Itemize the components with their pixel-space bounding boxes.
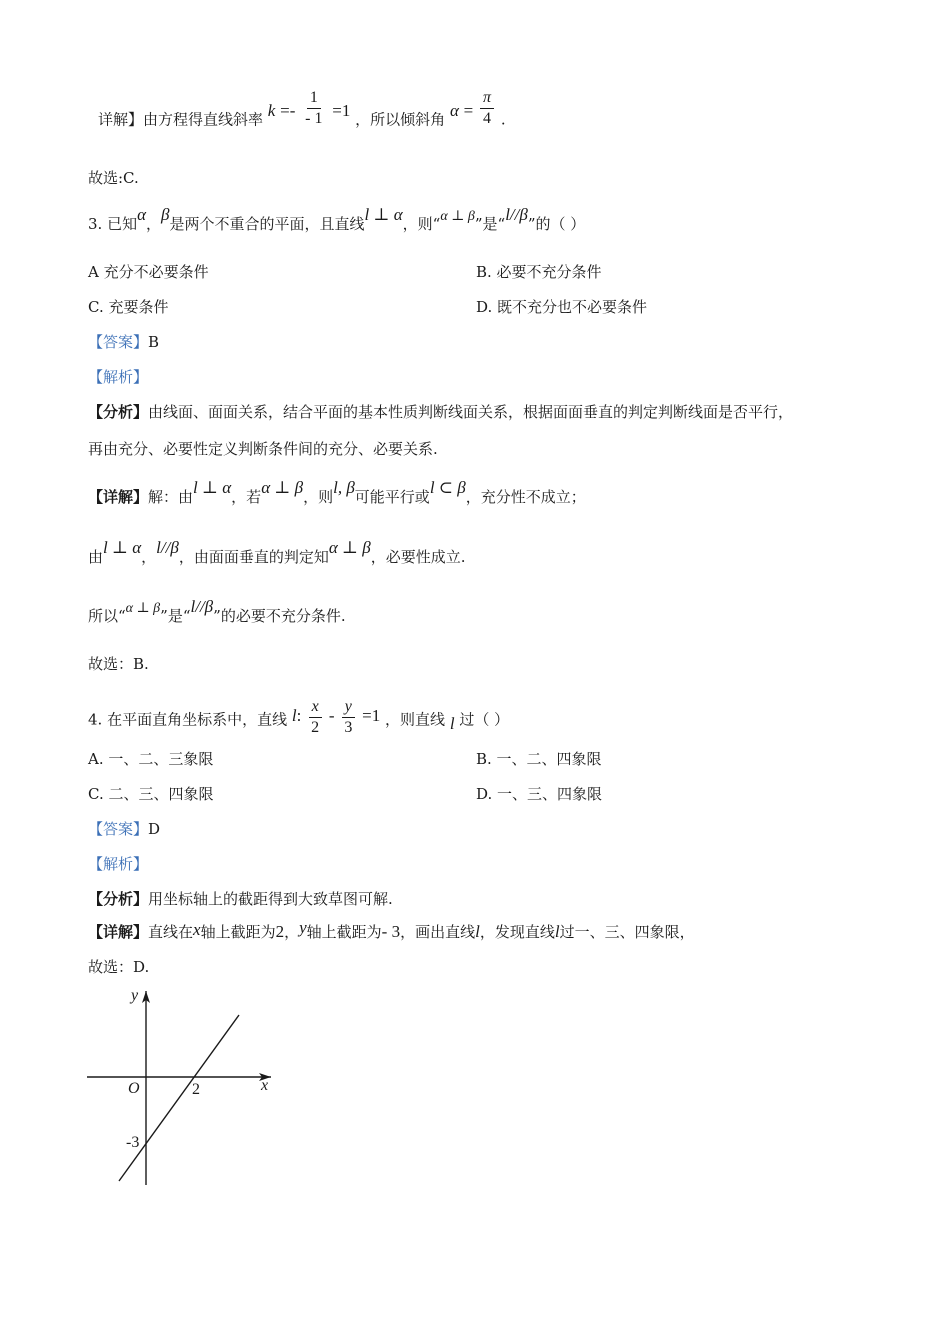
analysis-text [88,402,793,422]
text: ”的必要不充分条件. [213,607,346,625]
answer-value: B [148,333,160,351]
text: 4. 在平面直角坐标系中，直线 [88,710,288,729]
fraction [341,697,355,738]
text: 3. 已知 [88,215,138,233]
text: 由线面、面面关系，结合平面的基本性质判断线面关系，根据面面垂直的判定判断线面是否平行， [148,403,794,421]
math-l: l [475,922,480,941]
answer-tag: 【答案】 [88,333,149,351]
frac-num: x [309,697,322,718]
math: l//β [190,597,214,616]
y-axis-label: y [131,987,139,1004]
select-d: 故选：D. [88,958,150,976]
frac-den: - 1 [305,110,323,127]
option-c: C. 充要条件 [88,298,169,316]
frac-den: 3 [344,719,353,736]
math: l ⊂ β [429,478,466,497]
option-c: C. 二、三、四象限 [88,785,214,803]
math-2: 2 [275,922,285,941]
select-c: 故选:C. [88,169,139,187]
origin-label: O [128,1080,140,1097]
text: ”是“ [160,607,191,625]
math-l: l [554,922,560,941]
option-d: D. 一、三、四象限 [476,785,603,803]
answer-tag: 【答案】 [88,820,149,838]
analysis-label: 【分析】 [88,403,149,421]
analysis-tag: 【解析】 [88,368,149,386]
analysis-text-2: 再由充分、必要性定义判断条件间的充分、必要关系. [88,440,438,458]
text: ，则 [303,488,334,506]
fraction [308,697,322,738]
y-intercept-label: -3 [126,1134,140,1151]
answer-line [88,332,159,352]
math-cond: l ⊥ α [364,205,403,224]
detail-line-1 [88,478,586,507]
select-b: 故选：B. [88,655,149,673]
detail-line [88,918,695,942]
frac-num: π [480,88,494,109]
math-eq: =1 [362,705,381,725]
x-axis-label: x [261,1077,269,1094]
math-alpha: α [449,100,459,120]
detail-slope-line [98,89,506,130]
frac-den: 2 [311,719,320,736]
fraction [480,88,494,129]
analysis-label: 【分析】 [88,890,149,908]
text: ”是“ [474,215,506,233]
question-4 [88,700,509,734]
math: α ⊥ β [328,538,371,557]
math-p: α ⊥ β [440,209,475,224]
text: ， [284,923,300,941]
math: α ⊥ β [125,601,161,616]
text: 详解】由方程得直线斜率 [98,110,264,129]
fraction [302,88,325,129]
text: ，画出直线 [400,923,476,941]
math: α ⊥ β [261,478,304,497]
text: 所以“ [88,607,126,625]
text: 是两个不重合的平面，且直线 [169,215,365,233]
text: ， [146,215,162,233]
text: ，则“ [402,215,441,233]
text: 可能平行或 [354,488,430,506]
detail-line-2 [88,538,466,567]
text: 直线在 [148,923,194,941]
math-beta: β [161,205,170,224]
line-graph [85,985,285,1190]
math: l, β [333,478,355,497]
line-l [119,1015,239,1181]
option-b: B. 必要不充分条件 [476,263,602,281]
option-a: A. 一、二、三象限 [88,750,214,768]
text: ”的（ ） [527,215,586,233]
text: ，充分性不成立； [465,488,586,506]
frac-num: y [342,697,355,718]
text: 轴上截距为 [306,923,382,941]
math-eq: =- [280,100,296,120]
math-eq: = [463,100,474,120]
text: 过（ ） [459,710,510,729]
analysis-tag: 【解析】 [88,855,149,873]
text: 解：由 [148,488,194,506]
text: 由 [88,548,104,566]
text: 过一、三、四象限， [559,923,695,941]
math: l//β [156,538,179,557]
text: ， [141,548,157,566]
text: 轴上截距为 [200,923,276,941]
frac-den: 4 [483,110,492,127]
math-y: y [299,918,307,937]
answer-value: D [148,820,161,838]
math-x: x [193,920,201,939]
text: ，由面面垂直的判定知 [178,548,329,566]
analysis-text [88,889,393,909]
text: ，发现直线 [479,923,555,941]
text: ，必要性成立. [370,548,466,566]
math-neg3: - 3 [381,922,401,941]
x-intercept-label: 2 [192,1081,200,1098]
frac-num: 1 [307,88,321,109]
math: l ⊥ α [193,478,232,497]
option-a: A 充分不必要条件 [88,263,209,281]
answer-line [88,819,160,839]
math-l: l [291,705,297,725]
option-d: D. 既不充分也不必要条件 [476,298,648,316]
math-minus: - [328,705,335,725]
text: ，所以倾斜角 [355,110,446,129]
math-colon: : [296,705,302,725]
math-alpha: α [137,205,147,224]
detail-label: 【详解】 [88,488,149,506]
text: ，若 [231,488,262,506]
question-3 [88,205,586,236]
option-b: B. 一、二、四象限 [476,750,602,768]
math: l ⊥ α [103,538,142,557]
math-l: l [449,713,455,733]
text: ，则直线 [385,710,446,729]
detail-line-3 [88,597,346,628]
math-q: l//β [505,205,528,224]
text: . [500,110,506,129]
math-eq: =1 [332,100,351,120]
detail-label: 【详解】 [88,923,149,941]
text: 用坐标轴上的截距得到大致草图可解. [148,890,393,908]
math-k: k [267,100,276,120]
